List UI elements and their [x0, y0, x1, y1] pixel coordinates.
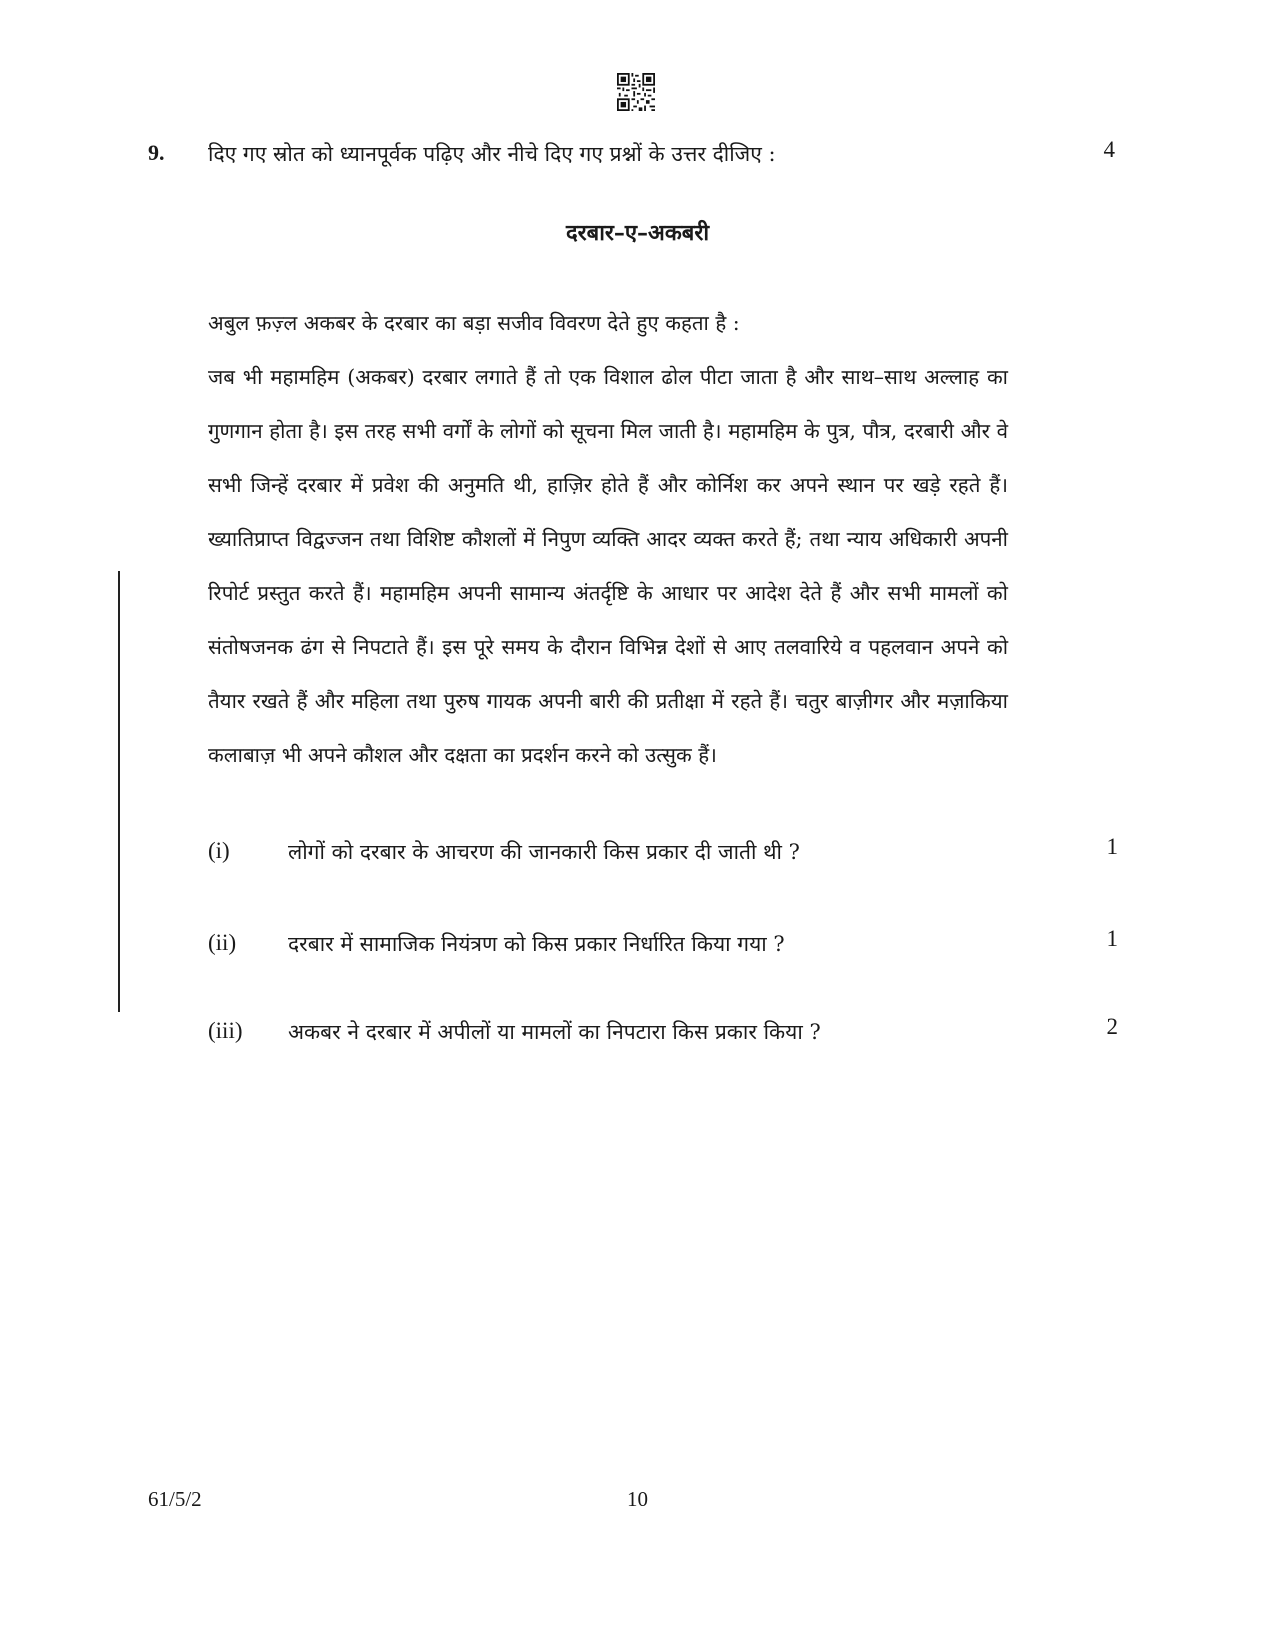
paper-code: 61/5/2	[148, 1487, 202, 1511]
subquestion-1	[208, 834, 1118, 878]
source-title: दरबार–ए–अकबरी	[565, 220, 710, 246]
question-instruction: दिए गए स्रोत को ध्यानपूर्वक पढ़िए और नीचे दिए गए प्रश्नों के उत्तर दीजिए :	[208, 142, 776, 166]
subquestion-text: दरबार में सामाजिक नियंत्रण को किस प्रकार निर्धारित किया गया ?	[288, 932, 785, 956]
subquestion-label: (i)	[208, 838, 230, 863]
subquestion-2	[208, 926, 1118, 970]
source-passage	[208, 296, 1008, 782]
subquestion-text: अकबर ने दरबार में अपीलों या मामलों का निपटारा किस प्रकार किया ?	[288, 1020, 821, 1044]
margin-line	[118, 571, 120, 1012]
subquestion-3	[208, 1014, 1118, 1058]
subquestion-text: लोगों को दरबार के आचरण की जानकारी किस प्रकार दी जाती थी ?	[288, 840, 800, 864]
subquestion-marks: 1	[1106, 926, 1118, 951]
question-number: 9.	[148, 140, 165, 165]
subquestion-label: (iii)	[208, 1018, 243, 1043]
subquestion-marks: 2	[1106, 1014, 1118, 1039]
question-marks: 4	[1103, 137, 1115, 162]
source-body: जब भी महामहिम (अकबर) दरबार लगाते हैं तो एक विशाल ढोल पीटा जाता है और साथ–साथ अल्लाह का गुणगान होता है। इस तरह सभी वर्गों के लोगों को सूचना मिल जाती है। महामहिम के पुत्र, पौत्र, दरबारी और वे सभी जिन्हें दरबार में प्रवेश की अनुमति थी, हाज़िर होते हैं और कोर्निश कर अपने स्थान पर खड़े रहते हैं। ख्यातिप्राप्त विद्वज्जन तथा विशिष्ट कौशलों में निपुण व्यक्ति आदर व्यक्त करते हैं; तथा न्याय अधिकारी अपनी रिपोर्ट प्रस्तुत करते हैं। महामहिम अपनी सामान्य अंतर्दृष्टि के आधार पर आदेश देते हैं और सभी मामलों को संतोषजनक ढंग से निपटाते हैं। इस पूरे समय के दौरान विभिन्न देशों से आए तलवारिये व पहलवान अपने को तैयार रखते हैं और महिला तथा पुरुष गायक अपनी बारी की प्रतीक्षा में रहते हैं। चतुर बाज़ीगर और मज़ाकिया कलाबाज़ भी अपने कौशल और दक्षता का प्रदर्शन करने को उत्सुक हैं।	[208, 365, 1008, 767]
subquestion-marks: 1	[1106, 834, 1118, 859]
subquestion-label: (ii)	[208, 930, 237, 955]
qr-code-icon	[617, 73, 655, 111]
page-number: 10	[627, 1487, 648, 1511]
source-intro: अबुल फ़ज़्ल अकबर के दरबार का बड़ा सजीव विवरण देते हुए कहता है :	[208, 311, 740, 335]
